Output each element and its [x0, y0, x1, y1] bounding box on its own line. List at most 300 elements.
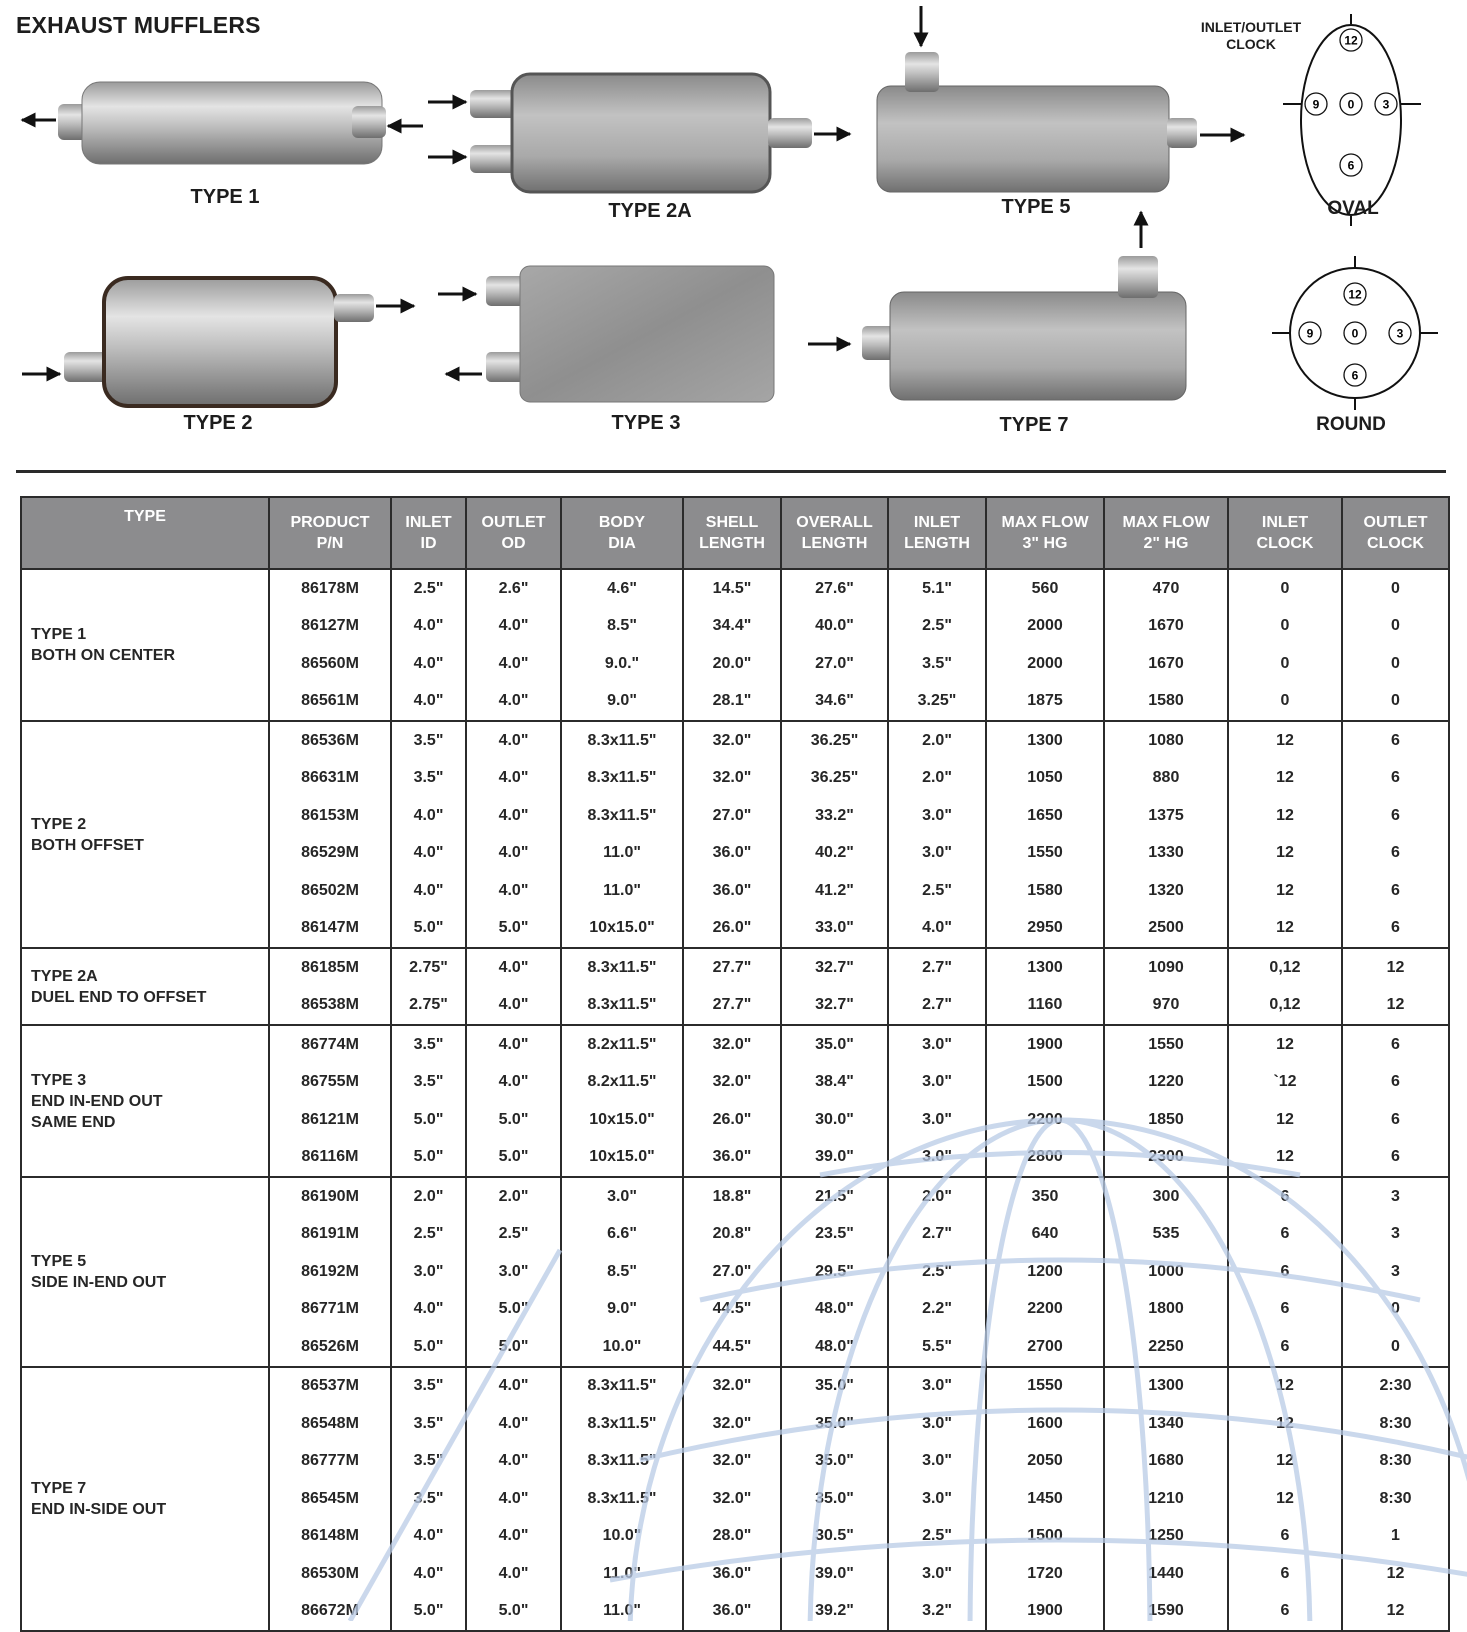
table-row	[21, 1025, 1449, 1064]
spec-cell: 35.0"	[781, 1405, 888, 1443]
spec-cell: 32.0"	[683, 1405, 781, 1443]
spec-cell: 6	[1228, 1216, 1342, 1254]
type-group-cell	[21, 1367, 269, 1632]
spec-cell: 6	[1342, 797, 1449, 835]
column-header	[888, 497, 986, 569]
spec-cell: 5.0"	[391, 910, 466, 949]
spec-cell: 4.0"	[888, 910, 986, 949]
spec-cell: 1300	[986, 948, 1104, 987]
spec-cell: 1300	[986, 721, 1104, 760]
spec-cell: 5.0"	[391, 1139, 466, 1178]
spec-cell: 44.5"	[683, 1328, 781, 1367]
part-number-cell: 86121M	[269, 1101, 391, 1139]
spec-cell: 32.0"	[683, 760, 781, 798]
spec-cell: 5.0"	[466, 1328, 561, 1367]
spec-cell: 4.0"	[466, 1443, 561, 1481]
spec-cell: 8.5"	[561, 1253, 683, 1291]
spec-cell: 27.0"	[683, 797, 781, 835]
spec-cell: 21.5"	[781, 1177, 888, 1216]
spec-cell: 0	[1342, 608, 1449, 646]
part-number-cell: 86545M	[269, 1480, 391, 1518]
spec-cell: 560	[986, 569, 1104, 608]
spec-cell: 6	[1342, 910, 1449, 949]
spec-cell: 12	[1228, 797, 1342, 835]
spec-cell: 12	[1228, 721, 1342, 760]
spec-cell: 40.0"	[781, 608, 888, 646]
part-number-cell: 86537M	[269, 1367, 391, 1406]
spec-cell: 32.0"	[683, 1443, 781, 1481]
spec-cell: 3.0"	[888, 1555, 986, 1593]
spec-cell: 2200	[986, 1291, 1104, 1329]
type2-muffler-image	[22, 278, 414, 406]
spec-cell: 11.0"	[561, 1593, 683, 1632]
oval-clock-6: 6	[1347, 158, 1355, 173]
spec-cell: 1800	[1104, 1291, 1228, 1329]
spec-cell: 1440	[1104, 1555, 1228, 1593]
spec-cell: 10x15.0"	[561, 1139, 683, 1178]
spec-cell: 4.0"	[466, 1480, 561, 1518]
spec-cell: 20.0"	[683, 645, 781, 683]
spec-cell: 3.0"	[391, 1253, 466, 1291]
spec-cell: 3.0"	[888, 1139, 986, 1178]
column-header	[561, 497, 683, 569]
spec-cell: 27.7"	[683, 948, 781, 987]
spec-cell: 8:30	[1342, 1480, 1449, 1518]
type-group-description: SIDE IN-END OUT	[31, 1273, 167, 1291]
spec-cell: 4.0"	[466, 1367, 561, 1406]
spec-cell: 30.5"	[781, 1518, 888, 1556]
round-clock-12: 12	[1348, 287, 1362, 302]
type-group-cell	[21, 1025, 269, 1177]
spec-cell: 12	[1228, 1443, 1342, 1481]
spec-cell: 1320	[1104, 872, 1228, 910]
spec-cell: 48.0"	[781, 1328, 888, 1367]
spec-cell: 2.5"	[888, 608, 986, 646]
spec-cell: 1200	[986, 1253, 1104, 1291]
spec-cell: 6	[1228, 1328, 1342, 1367]
spec-cell: 12	[1342, 948, 1449, 987]
column-header-line2: P/N	[316, 535, 344, 552]
oval-clock-diagram	[1283, 14, 1421, 226]
part-number-cell: 86672M	[269, 1593, 391, 1632]
spec-cell: 1600	[986, 1405, 1104, 1443]
column-header-line1: OVERALL	[796, 514, 873, 531]
spec-cell: 8:30	[1342, 1443, 1449, 1481]
spec-cell: 2200	[986, 1101, 1104, 1139]
spec-cell: 4.0"	[466, 683, 561, 722]
spec-cell: 0	[1342, 1328, 1449, 1367]
spec-cell: 1550	[986, 1367, 1104, 1406]
spec-cell: 2300	[1104, 1139, 1228, 1178]
part-number-cell: 86631M	[269, 760, 391, 798]
part-number-cell: 86153M	[269, 797, 391, 835]
spec-cell: 3.5"	[888, 645, 986, 683]
spec-cell: 27.7"	[683, 987, 781, 1026]
spec-cell: 1850	[1104, 1101, 1228, 1139]
oval-clock-3: 3	[1382, 97, 1390, 112]
spec-cell: 0,12	[1228, 948, 1342, 987]
column-header-line2: LENGTH	[699, 535, 765, 552]
type-group-description: END IN-SIDE OUT	[31, 1500, 167, 1518]
type-group-cell	[21, 1177, 269, 1367]
spec-cell: 0,12	[1228, 987, 1342, 1026]
part-number-cell: 86502M	[269, 872, 391, 910]
part-number-cell: 86185M	[269, 948, 391, 987]
spec-cell: 34.4"	[683, 608, 781, 646]
spec-cell: 8.3x11.5"	[561, 797, 683, 835]
type1-label: TYPE 1	[190, 186, 260, 208]
spec-cell: 1	[1342, 1518, 1449, 1556]
spec-cell: 4.0"	[466, 608, 561, 646]
spec-cell: 14.5"	[683, 569, 781, 608]
spec-cell: 2.2"	[888, 1291, 986, 1329]
spec-cell: 1900	[986, 1593, 1104, 1632]
spec-cell: 2.0"	[466, 1177, 561, 1216]
type-group-name: TYPE 3	[31, 1071, 87, 1089]
spec-cell: 2.6"	[466, 569, 561, 608]
spec-cell: 0	[1342, 645, 1449, 683]
type-group-description: SAME END	[31, 1113, 116, 1131]
spec-cell: 20.8"	[683, 1216, 781, 1254]
spec-cell: 10x15.0"	[561, 1101, 683, 1139]
spec-cell: 32.0"	[683, 1064, 781, 1102]
clock-caption-line2: CLOCK	[1226, 36, 1276, 52]
spec-cell: 30.0"	[781, 1101, 888, 1139]
spec-cell: 5.0"	[466, 1139, 561, 1178]
spec-cell: 6	[1342, 721, 1449, 760]
spec-cell: 1450	[986, 1480, 1104, 1518]
spec-cell: 4.0"	[391, 608, 466, 646]
column-header-line2	[24, 527, 266, 548]
spec-cell: 39.2"	[781, 1593, 888, 1632]
spec-cell: 2050	[986, 1443, 1104, 1481]
spec-cell: 36.0"	[683, 835, 781, 873]
spec-cell: 5.1"	[888, 569, 986, 608]
spec-cell: 1300	[1104, 1367, 1228, 1406]
spec-cell: 12	[1342, 1593, 1449, 1632]
part-number-cell: 86548M	[269, 1405, 391, 1443]
spec-cell: 3.5"	[391, 721, 466, 760]
spec-cell: 44.5"	[683, 1291, 781, 1329]
spec-cell: 2.5"	[888, 1253, 986, 1291]
spec-cell: 5.0"	[466, 910, 561, 949]
spec-cell: 2.5"	[391, 569, 466, 608]
spec-cell: 1210	[1104, 1480, 1228, 1518]
spec-cell: 1160	[986, 987, 1104, 1026]
part-number-cell: 86148M	[269, 1518, 391, 1556]
spec-cell: 9.0"	[561, 1291, 683, 1329]
spec-cell: 9.0."	[561, 645, 683, 683]
type-group-name: TYPE 2	[31, 815, 87, 833]
part-number-cell: 86529M	[269, 835, 391, 873]
spec-cell: 6	[1342, 760, 1449, 798]
spec-cell: 3.0"	[888, 1101, 986, 1139]
spec-cell: 8.3x11.5"	[561, 760, 683, 798]
part-number-cell: 86755M	[269, 1064, 391, 1102]
spec-cell: 3.0"	[888, 1025, 986, 1064]
spec-cell: 5.5"	[888, 1328, 986, 1367]
round-clock-0: 0	[1351, 326, 1359, 341]
spec-cell: `12	[1228, 1064, 1342, 1102]
spec-cell: 8.3x11.5"	[561, 1480, 683, 1518]
spec-cell: 3.5"	[391, 1064, 466, 1102]
spec-cell: 2.7"	[888, 948, 986, 987]
oval-clock-12: 12	[1344, 33, 1358, 48]
column-header-line2: LENGTH	[801, 535, 868, 552]
column-header	[466, 497, 561, 569]
spec-cell: 29.5"	[781, 1253, 888, 1291]
spec-cell: 4.0"	[466, 987, 561, 1026]
spec-cell: 35.0"	[781, 1367, 888, 1406]
spec-cell: 36.25"	[781, 760, 888, 798]
spec-cell: 27.6"	[781, 569, 888, 608]
spec-cell: 8.3x11.5"	[561, 1405, 683, 1443]
spec-cell: 4.0"	[466, 1025, 561, 1064]
column-header-line1: PRODUCT	[290, 514, 370, 531]
spec-cell: 2000	[986, 645, 1104, 683]
spec-cell: 2.7"	[888, 987, 986, 1026]
spec-cell: 4.0"	[466, 645, 561, 683]
spec-cell: 3.2"	[888, 1593, 986, 1632]
spec-cell: 18.8"	[683, 1177, 781, 1216]
spec-cell: 4.0"	[466, 1405, 561, 1443]
part-number-cell: 86561M	[269, 683, 391, 722]
type-group-description: BOTH OFFSET	[31, 836, 144, 854]
spec-cell: 4.0"	[466, 1518, 561, 1556]
spec-cell: 12	[1228, 872, 1342, 910]
spec-cell: 28.1"	[683, 683, 781, 722]
table-row	[21, 948, 1449, 987]
spec-cell: 6	[1228, 1177, 1342, 1216]
spec-cell: 1670	[1104, 645, 1228, 683]
spec-cell: 4.0"	[466, 797, 561, 835]
type3-muffler-image	[438, 266, 774, 402]
spec-cell: 1580	[1104, 683, 1228, 722]
column-header-line1: MAX FLOW	[1122, 514, 1210, 531]
spec-cell: 8.3x11.5"	[561, 987, 683, 1026]
spec-cell: 4.0"	[391, 835, 466, 873]
spec-cell: 1650	[986, 797, 1104, 835]
spec-cell: 1375	[1104, 797, 1228, 835]
spec-cell: 10.0"	[561, 1328, 683, 1367]
oval-clock-9: 9	[1312, 97, 1320, 112]
spec-cell: 5.0"	[391, 1328, 466, 1367]
spec-cell: 1550	[986, 835, 1104, 873]
spec-cell: 6	[1228, 1593, 1342, 1632]
spec-cell: 6	[1342, 835, 1449, 873]
spec-cell: 3.0"	[888, 1064, 986, 1102]
type-group-description: DUEL END TO OFFSET	[31, 988, 207, 1006]
round-clock-6: 6	[1351, 368, 1359, 383]
round-label: ROUND	[1316, 414, 1386, 435]
spec-cell: 6	[1342, 1064, 1449, 1102]
type-group-cell	[21, 948, 269, 1025]
spec-cell: 3.5"	[391, 1367, 466, 1406]
spec-cell: 970	[1104, 987, 1228, 1026]
column-header	[1104, 497, 1228, 569]
spec-cell: 3.0"	[888, 1480, 986, 1518]
type-group-name: TYPE 2A	[31, 967, 98, 985]
spec-cell: 350	[986, 1177, 1104, 1216]
spec-cell: 6	[1342, 1025, 1449, 1064]
spec-cell: 12	[1228, 760, 1342, 798]
round-clock-9: 9	[1306, 326, 1314, 341]
spec-cell: 0	[1228, 645, 1342, 683]
spec-cell: 2.5"	[391, 1216, 466, 1254]
spec-cell: 2.0"	[888, 1177, 986, 1216]
spec-cell: 3.5"	[391, 1480, 466, 1518]
spec-cell: 1250	[1104, 1518, 1228, 1556]
spec-cell: 36.0"	[683, 1555, 781, 1593]
spec-cell: 1220	[1104, 1064, 1228, 1102]
spec-cell: 28.0"	[683, 1518, 781, 1556]
table-row	[21, 569, 1449, 608]
table-body	[21, 569, 1449, 1631]
part-number-cell: 86192M	[269, 1253, 391, 1291]
spec-cell: 300	[1104, 1177, 1228, 1216]
spec-cell: 39.0"	[781, 1139, 888, 1178]
spec-cell: 2:30	[1342, 1367, 1449, 1406]
muffler-diagrams	[0, 0, 1467, 450]
column-header-line1: INLET	[1261, 514, 1309, 531]
spec-cell: 6	[1228, 1555, 1342, 1593]
spec-cell: 2.0"	[888, 760, 986, 798]
round-clock-diagram	[1272, 256, 1438, 410]
type2a-muffler-image	[428, 74, 850, 192]
spec-cell: 0	[1342, 1291, 1449, 1329]
part-number-cell: 86526M	[269, 1328, 391, 1367]
spec-cell: 3.0"	[888, 835, 986, 873]
spec-cell: 0	[1228, 608, 1342, 646]
column-header-line2: DIA	[608, 535, 636, 552]
column-header	[1342, 497, 1449, 569]
spec-cell: 6.6"	[561, 1216, 683, 1254]
spec-cell: 6	[1228, 1518, 1342, 1556]
type-group-name: TYPE 5	[31, 1252, 87, 1270]
spec-cell: 12	[1228, 910, 1342, 949]
part-number-cell: 86771M	[269, 1291, 391, 1329]
spec-cell: 4.0"	[391, 797, 466, 835]
table-row	[21, 1367, 1449, 1406]
spec-cell: 33.0"	[781, 910, 888, 949]
spec-cell: 4.6"	[561, 569, 683, 608]
spec-cell: 36.0"	[683, 1139, 781, 1178]
column-header-line1: INLET	[405, 514, 452, 531]
spec-cell: 2.0"	[391, 1177, 466, 1216]
spec-cell: 40.2"	[781, 835, 888, 873]
spec-cell: 1900	[986, 1025, 1104, 1064]
spec-cell: 12	[1228, 1025, 1342, 1064]
spec-cell: 8.5"	[561, 608, 683, 646]
spec-cell: 2.7"	[888, 1216, 986, 1254]
spec-cell: 38.4"	[781, 1064, 888, 1102]
spec-cell: 3	[1342, 1177, 1449, 1216]
spec-cell: 3.5"	[391, 1443, 466, 1481]
spec-cell: 11.0"	[561, 1555, 683, 1593]
spec-cell: 2800	[986, 1139, 1104, 1178]
clock-caption	[1201, 19, 1301, 53]
spec-cell: 1680	[1104, 1443, 1228, 1481]
spec-cell: 2.5"	[466, 1216, 561, 1254]
column-header-line2: CLOCK	[1367, 535, 1424, 552]
type-group-name: TYPE 7	[31, 1479, 87, 1497]
column-header-line1: MAX FLOW	[1001, 514, 1089, 531]
part-number-cell: 86191M	[269, 1216, 391, 1254]
spec-cell: 3.0"	[888, 1367, 986, 1406]
spec-cell: 640	[986, 1216, 1104, 1254]
type1-muffler-image	[22, 82, 423, 164]
spec-cell: 9.0"	[561, 683, 683, 722]
spec-cell: 3.25"	[888, 683, 986, 722]
header-row	[21, 497, 1449, 569]
muffler-spec-table	[20, 496, 1450, 1632]
column-header-line2: LENGTH	[904, 535, 970, 552]
spec-cell: 39.0"	[781, 1555, 888, 1593]
part-number-cell: 86116M	[269, 1139, 391, 1178]
round-clock-3: 3	[1396, 326, 1404, 341]
spec-cell: 32.0"	[683, 1480, 781, 1518]
column-header	[269, 497, 391, 569]
type-group-cell	[21, 721, 269, 948]
spec-cell: 0	[1228, 683, 1342, 722]
spec-cell: 3	[1342, 1253, 1449, 1291]
spec-cell: 1500	[986, 1518, 1104, 1556]
spec-cell: 0	[1228, 569, 1342, 608]
spec-cell: 1500	[986, 1064, 1104, 1102]
spec-cell: 6	[1342, 872, 1449, 910]
spec-cell: 32.0"	[683, 1367, 781, 1406]
column-header	[391, 497, 466, 569]
spec-cell: 8:30	[1342, 1405, 1449, 1443]
spec-cell: 4.0"	[391, 683, 466, 722]
part-number-cell: 86127M	[269, 608, 391, 646]
spec-cell: 12	[1228, 1101, 1342, 1139]
part-number-cell: 86538M	[269, 987, 391, 1026]
column-header-line2: ID	[420, 535, 437, 552]
spec-cell: 2700	[986, 1328, 1104, 1367]
spec-cell: 8.3x11.5"	[561, 1367, 683, 1406]
spec-cell: 35.0"	[781, 1025, 888, 1064]
spec-cell: 8.3x11.5"	[561, 948, 683, 987]
column-header-line2: 3" HG	[1022, 535, 1068, 552]
part-number-cell: 86178M	[269, 569, 391, 608]
spec-cell: 2.5"	[888, 872, 986, 910]
spec-cell: 11.0"	[561, 872, 683, 910]
column-header-line1: TYPE	[124, 508, 166, 525]
spec-cell: 1090	[1104, 948, 1228, 987]
spec-cell: 4.0"	[391, 1555, 466, 1593]
spec-cell: 5.0"	[391, 1593, 466, 1632]
spec-cell: 880	[1104, 760, 1228, 798]
spec-cell: 0	[1342, 683, 1449, 722]
spec-cell: 6	[1228, 1291, 1342, 1329]
spec-cell: 2250	[1104, 1328, 1228, 1367]
spec-cell: 8.2x11.5"	[561, 1064, 683, 1102]
part-number-cell: 86777M	[269, 1443, 391, 1481]
spec-cell: 3.5"	[391, 1405, 466, 1443]
spec-cell: 12	[1342, 1555, 1449, 1593]
column-header	[1228, 497, 1342, 569]
type-group-cell	[21, 569, 269, 721]
spec-cell: 2.0"	[888, 721, 986, 760]
spec-cell: 32.7"	[781, 987, 888, 1026]
spec-cell: 5.0"	[466, 1291, 561, 1329]
oval-clock-0: 0	[1347, 97, 1355, 112]
column-header-line2: CLOCK	[1256, 535, 1314, 552]
spec-cell: 2500	[1104, 910, 1228, 949]
part-number-cell: 86560M	[269, 645, 391, 683]
spec-cell: 470	[1104, 569, 1228, 608]
